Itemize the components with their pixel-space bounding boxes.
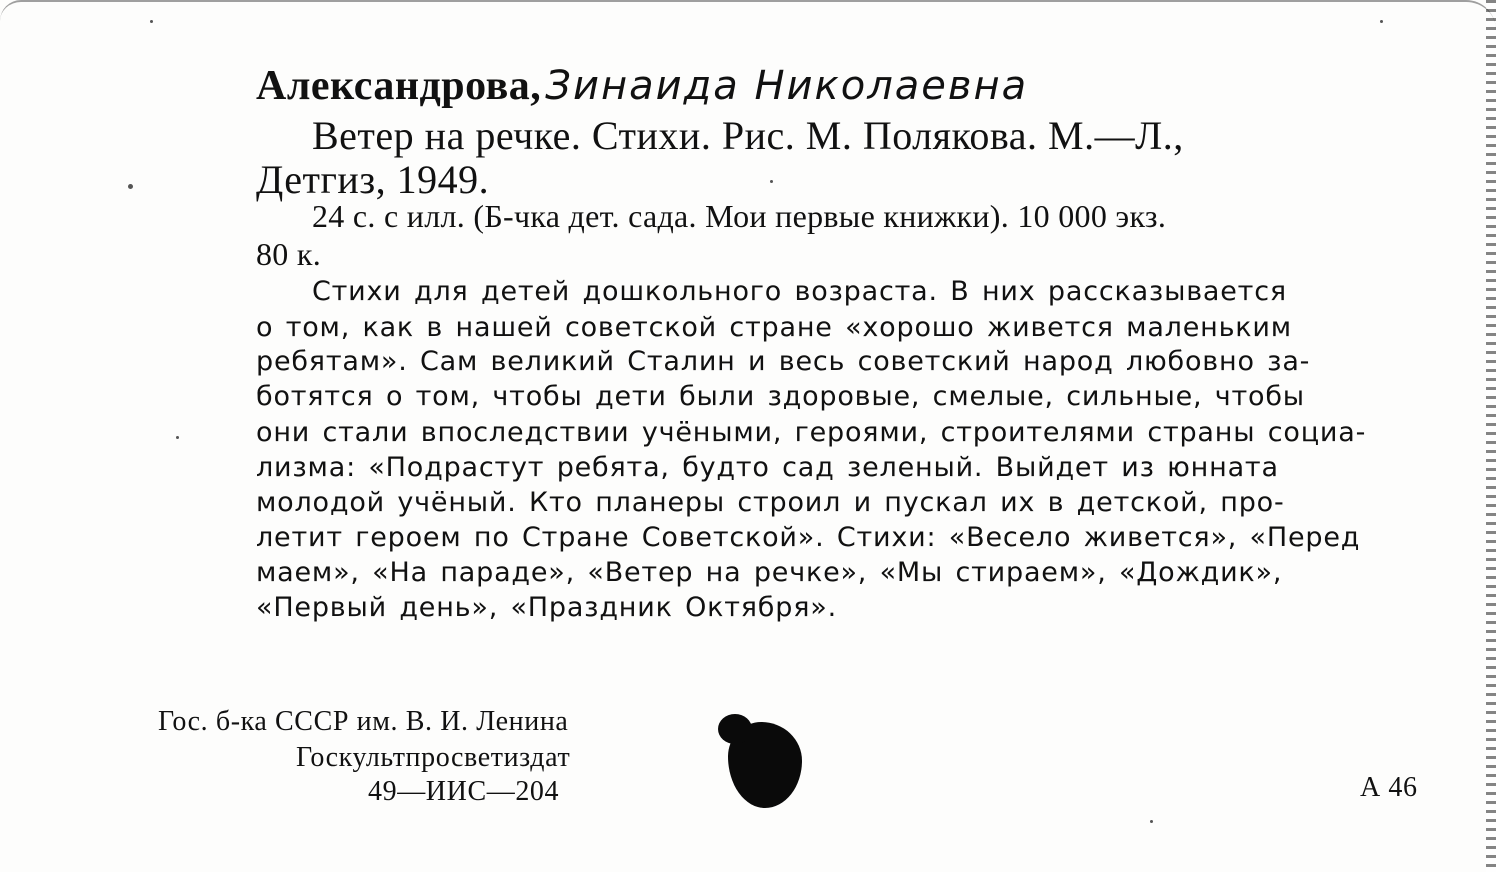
card-edge — [0, 0, 1496, 30]
ink-blot — [728, 722, 802, 808]
annotation-line: о том, как в нашей советской стране «хорошо живется маленьким — [256, 312, 1292, 343]
library-imprint: Гос. б-ка СССР им. В. И. Ленина — [158, 706, 569, 737]
publisher-imprint: Госкультпросветиздат — [296, 742, 571, 773]
annotation-line: ребятам». Сам великий Сталин и весь советский народ любовно за- — [256, 346, 1311, 377]
title-line-2: Детгиз, 1949. — [256, 157, 490, 202]
annotation-line: «Первый день», «Праздник Октября». — [256, 592, 837, 623]
collation-line-2: 80 к. — [256, 236, 322, 272]
speck — [176, 436, 179, 439]
author-surname: Александрова, — [256, 63, 542, 109]
order-number: 49—ИИС—204 — [368, 776, 560, 807]
title-line-1: Ветер на речке. Стихи. Рис. М. Полякова. М.—Л., — [312, 113, 1184, 158]
annotation-line: ботятся о том, чтобы дети были здоровые, смелые, сильные, чтобы — [256, 381, 1305, 412]
speck — [1150, 820, 1153, 823]
collation-line-1: 24 с. с илл. (Б-чка дет. сада. Мои первые книжки). 10 000 экз. — [312, 198, 1167, 234]
annotation-line: Стихи для детей дошкольного возраста. В них рассказывается — [312, 276, 1287, 307]
card-code: А 46 — [1360, 772, 1418, 803]
author-handwritten-name: Зинаида Николаевна — [545, 63, 1029, 109]
speck — [128, 184, 133, 189]
annotation-line: маем», «На параде», «Ветер на речке», «Мы стираем», «Дождик», — [256, 557, 1283, 588]
author-heading — [256, 62, 1028, 110]
speck — [150, 20, 153, 23]
speck — [1380, 20, 1383, 23]
annotation-line: лизма: «Подрастут ребята, будто сад зеленый. Выйдет из юнната — [256, 452, 1279, 483]
speck — [770, 180, 773, 183]
annotation-line: молодой учёный. Кто планеры строил и пускал их в детской, про- — [256, 487, 1285, 518]
card-right-edge — [1486, 0, 1496, 872]
annotation-line: они стали впоследствии учёными, героями, строителями страны социа- — [256, 417, 1367, 448]
annotation-line: летит героем по Стране Советской». Стихи: «Весело живется», «Перед — [256, 522, 1361, 553]
